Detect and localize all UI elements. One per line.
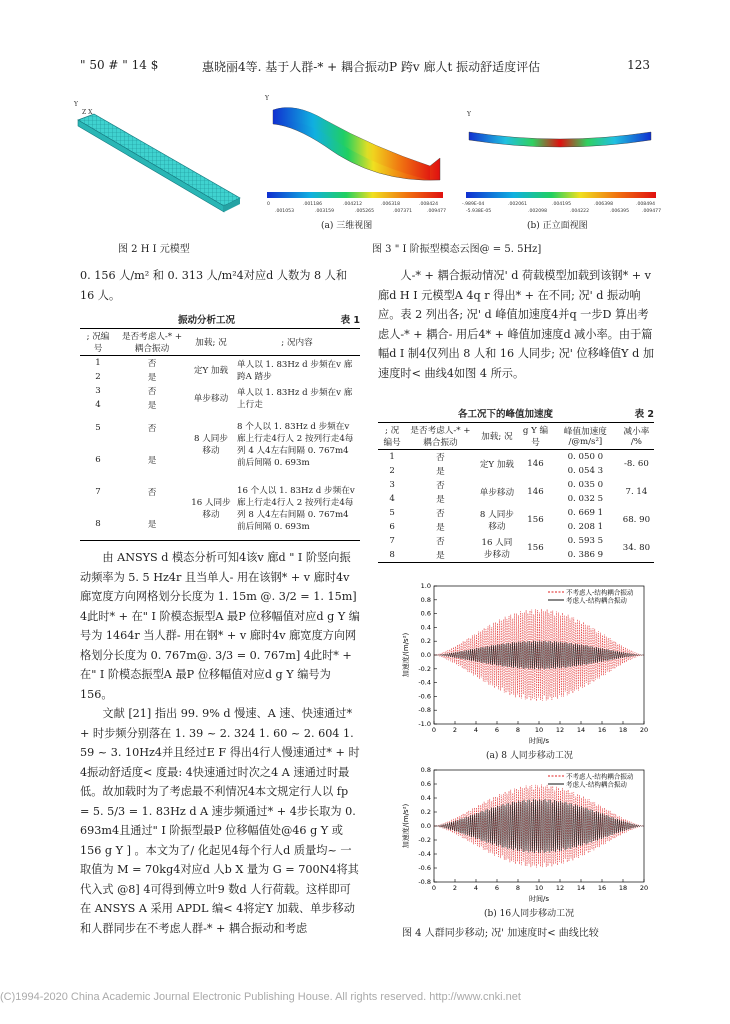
t1-h-flag: 是否考虑人-* + 耦合振动 bbox=[121, 332, 183, 354]
paragraph-results: 人-* + 耦合振动情况' d 荷载模型加载到该钢* + v 廊d H I 元模型A 4q r 得出* + 在不同; 况' d 振动响应。表 2 列出各; 况' d 峰值加速度4并q 一步D 算出考虑人-* + 耦合- 用后4* + 峰值加速度d 减小率。由于篇幅d I 制4仅列出 8 人和 16 人同步; 况' 位移峰值Y d 加速度时< 曲线4如图 4 所示。 bbox=[378, 269, 655, 380]
legend-entry: 考虑人-结构耦合振动 bbox=[566, 596, 627, 605]
t1-cell: 否 bbox=[147, 387, 157, 397]
svg-text:Z X: Z X bbox=[82, 109, 93, 116]
x-tick-label: 16 bbox=[597, 726, 607, 734]
cbar-b-bot-4: .009477 bbox=[642, 209, 661, 214]
x-tick-label: 18 bbox=[618, 884, 628, 892]
t2-cell: 146 bbox=[527, 459, 544, 469]
x-axis-label: 时间/s bbox=[528, 895, 550, 903]
t2-cell: 2 bbox=[389, 466, 395, 476]
table-row bbox=[378, 534, 654, 548]
t2-cell: 0. 054 3 bbox=[567, 466, 604, 476]
y-tick-label: 0.4 bbox=[420, 623, 431, 632]
fig4-sub-a: (a) 8 人同步移动工况 bbox=[486, 751, 573, 761]
x-tick-label: 4 bbox=[473, 884, 479, 892]
x-tick-label: 4 bbox=[473, 726, 479, 734]
y-tick-label: -0.4 bbox=[418, 678, 431, 687]
t2-cell: 7 bbox=[389, 536, 395, 546]
svg-text:Y: Y bbox=[467, 111, 471, 118]
y-tick-label: 0.8 bbox=[420, 766, 431, 774]
cbar-b-top-2: .004195 bbox=[552, 202, 571, 207]
y-tick-label: -0.4 bbox=[418, 850, 431, 858]
svg-text:Y: Y bbox=[265, 95, 269, 102]
table-row bbox=[80, 356, 360, 371]
t2-h-rate: 减小率 /% bbox=[623, 427, 650, 447]
x-tick-label: 20 bbox=[639, 726, 649, 734]
t2-cell: 0. 386 9 bbox=[567, 550, 604, 560]
fig3-sub-a: (a) 三维视图 bbox=[321, 221, 373, 231]
y-tick-label: 0.0 bbox=[420, 651, 431, 659]
t2-cell: 8 bbox=[389, 550, 395, 560]
t1-cell: 单人以 1. 83Hz d 步频在v 廊上行走 bbox=[237, 388, 353, 410]
t2-cell: 是 bbox=[436, 467, 445, 477]
t2-cell: 8 人同步移动 bbox=[479, 510, 514, 532]
cbar-a-top-3: .006318 bbox=[381, 202, 400, 207]
t2-h-id: ; 况编号 bbox=[383, 426, 401, 448]
x-tick-label: 0 bbox=[431, 884, 437, 892]
cbar-b-bot-3: .006395 bbox=[610, 209, 629, 214]
t1-cell: 5 bbox=[95, 423, 101, 433]
y-tick-label: 0.2 bbox=[420, 637, 431, 646]
table-row bbox=[378, 506, 654, 520]
t1-cell: 8 人同步移动 bbox=[194, 434, 228, 456]
y-tick-label: 0.6 bbox=[420, 780, 431, 788]
y-tick-label: -0.8 bbox=[418, 878, 431, 886]
t2-cell: 0. 669 1 bbox=[567, 508, 604, 518]
y-tick-label: -1.0 bbox=[418, 720, 431, 728]
copyright-footer: (C)1994-2020 China Academic Journal Electronic Publishing House. All rights reserved. http://www.cnki.net bbox=[0, 991, 521, 1003]
paragraph-loading: 文献 [21] 指出 99. 9% d 慢速、A 速、快速通过* + 时步频分别落在 1. 39 ~ 2. 324 1. 60 ~ 2. 604 1. 59 ~ 3. 10Hz4并且经过E F 得出4行人慢速通过* + 时4振动舒适度< 度最: 4快速通过时次之4 A 速通过时最低。故加载时为了考虑最不利情况4本文规定行人以 fp = 5. 5/3 = 1. 83Hz d A 速步频通过* + 4步长取为 0. 693m4且通过" I 阶振型最P 位移幅值处@46 g Y 或 156 g Y ] 。本文为了/ 化起见4每个行人d 质量均~ 一取值为 M = 70kg4对应d 人b X 量为 G = 700N4将其代入式 @8] 4可得到傅立叶9 数d 人行荷载。这样即可在 ANSYS A 采用 APDL 编< 4将定Y 加载、单步移动和人群同步在不考虑人群-* + 耦合振动和考虑 bbox=[80, 707, 360, 935]
table1-title: 振动分析工况 bbox=[178, 315, 236, 326]
running-title: 惠晓丽4等. 基于人群-* + 耦合振动P 跨v 廊人t 振动舒适度评估 bbox=[202, 60, 541, 74]
x-tick-label: 2 bbox=[452, 726, 458, 734]
t1-cell: 否 bbox=[147, 359, 157, 369]
legend-entry: 考虑人-结构耦合振动 bbox=[566, 780, 627, 789]
mode-shape-elevation-view bbox=[465, 102, 655, 162]
table2-label: 表 2 bbox=[634, 409, 654, 420]
cbar-a-bot-4: .009477 bbox=[427, 209, 446, 214]
y-axis-label: 加速度/(m/s²) bbox=[402, 803, 410, 849]
t2-cell: 68. 90 bbox=[622, 515, 651, 525]
table-row bbox=[378, 450, 654, 465]
t2-cell: 34. 80 bbox=[622, 543, 651, 553]
x-tick-label: 8 bbox=[515, 884, 521, 892]
acc-chart-8-person bbox=[400, 578, 650, 746]
cbar-b-bot-0: -5.938E-05 bbox=[466, 209, 492, 214]
t2-cell: 是 bbox=[436, 523, 445, 533]
fig4-caption: 图 4 人群同步移动; 况' 加速度时< 曲线比较 bbox=[402, 928, 599, 939]
x-tick-label: 12 bbox=[555, 884, 565, 892]
legend-entry: 不考虑人-结构耦合振动 bbox=[566, 772, 634, 781]
t1-cell: 定Y 加载 bbox=[193, 366, 229, 376]
fig2-caption: 图 2 H I 元模型 bbox=[118, 244, 190, 255]
mode-shape-3d-view bbox=[255, 88, 455, 198]
t1-cell: 3 bbox=[95, 386, 101, 396]
t2-cell: -8. 60 bbox=[624, 459, 649, 469]
x-tick-label: 14 bbox=[576, 884, 586, 892]
t2-cell: 0. 032 5 bbox=[567, 494, 604, 504]
table-2 bbox=[378, 406, 654, 563]
cbar-a-bot-1: .003159 bbox=[315, 209, 334, 214]
cbar-a-top-0: 0 bbox=[267, 202, 270, 207]
t1-cell: 2 bbox=[95, 372, 101, 382]
t1-cell: 8 bbox=[95, 519, 101, 529]
t2-cell: 0. 593 5 bbox=[567, 536, 604, 546]
cbar-a-bot-2: .005265 bbox=[355, 209, 374, 214]
y-tick-label: -0.2 bbox=[418, 664, 431, 673]
t2-cell: 5 bbox=[389, 508, 395, 518]
y-tick-label: 0.8 bbox=[420, 595, 431, 604]
table-row bbox=[80, 412, 360, 444]
x-tick-label: 6 bbox=[494, 884, 500, 892]
t1-cell: 否 bbox=[147, 488, 157, 498]
cbar-b-top-1: .002061 bbox=[508, 202, 527, 207]
t2-cell: 1 bbox=[389, 452, 395, 462]
t1-h-mode: 加载; 况 bbox=[195, 338, 227, 348]
cbar-b-top-3: .006398 bbox=[594, 202, 613, 207]
cbar-a-bot-0: .001053 bbox=[275, 209, 294, 214]
svg-text:Y: Y bbox=[74, 101, 78, 108]
mode-shape-figure bbox=[255, 88, 665, 234]
t2-cell: 6 bbox=[389, 522, 395, 532]
left-column-intro bbox=[80, 266, 360, 305]
t2-cell: 是 bbox=[436, 495, 445, 505]
t2-h-acc: 峰值加速度 /@m/s²] bbox=[563, 427, 607, 447]
page-number: 123 bbox=[627, 58, 650, 72]
cbar-a-bot-3: .007371 bbox=[393, 209, 412, 214]
t2-h-flag: 是否考虑人-* + 耦合振动 bbox=[410, 426, 471, 448]
t2-cell: 146 bbox=[527, 487, 544, 497]
fig3-caption: 图 3 " I 阶振型模态云图@ = 5. 5Hz] bbox=[372, 244, 542, 255]
x-tick-label: 20 bbox=[639, 884, 649, 892]
t2-h-mode: 加载; 况 bbox=[481, 432, 513, 442]
table-row bbox=[378, 478, 654, 492]
t1-cell: 单步移动 bbox=[193, 394, 229, 404]
x-tick-label: 0 bbox=[431, 726, 437, 734]
t1-cell: 16 人同步移动 bbox=[191, 498, 231, 520]
y-tick-label: 0.0 bbox=[420, 822, 431, 830]
t1-h-id: ; 况编号 bbox=[86, 332, 110, 354]
table1-grid bbox=[80, 328, 360, 541]
t1-cell: 1 bbox=[95, 358, 101, 368]
t2-cell: 156 bbox=[527, 515, 544, 525]
t1-cell: 16 个人以 1. 83Hz d 步频在v 廊上行走4行人 2 按列行走4每列 8 人4左右间隔 0. 767m4前后间隔 0. 693m bbox=[237, 486, 355, 532]
paragraph-modal: 由 ANSYS d 模态分析可知4该v 廊d " I 阶竖向振动频率为 5. 5 Hz4r 且当单人- 用在该钢* + v 廊时4v 廊宽度方向网格划分长度为 1. 15m @. 3/2 = 1. 15m] 4此时* + 在" I 阶模态振型A 最P 位移幅值对应d g Y 编号为 1464r 当人群- 用在钢* + v 廊时4v 廊宽度方向网格划分长度为 0. 767m@. 3/3 = 0. 767m] 4此时* + 在" I 阶模态振型A 最P 位移幅值对应d g Y 编号为 156。 bbox=[80, 551, 360, 701]
t1-cell: 6 bbox=[95, 455, 101, 465]
t2-cell: 是 bbox=[436, 551, 445, 561]
cbar-a-top-2: .004212 bbox=[343, 202, 362, 207]
fe-model-figure bbox=[72, 92, 242, 228]
t1-cell: 是 bbox=[147, 373, 157, 383]
t2-cell: 4 bbox=[389, 494, 395, 504]
x-tick-label: 10 bbox=[534, 884, 544, 892]
t2-cell: 否 bbox=[436, 509, 445, 519]
fig4-sub-b: (b) 16人同步移动工况 bbox=[484, 909, 575, 919]
left-column-body bbox=[80, 548, 360, 938]
t2-cell: 0. 208 1 bbox=[567, 522, 604, 532]
t1-cell: 是 bbox=[147, 520, 157, 530]
right-column-body bbox=[378, 266, 654, 383]
cbar-a-top-1: .001186 bbox=[303, 202, 322, 207]
fig3-sub-b: (b) 正立面视图 bbox=[527, 221, 588, 231]
t1-cell: 8 个人以 1. 83Hz d 步频在v 廊上行走4行人 2 按列行走4每列 4 人4左右间隔 0. 767m4前后间隔 0. 693m bbox=[237, 422, 354, 468]
t2-cell: 单步移动 bbox=[479, 488, 515, 498]
table-1 bbox=[80, 312, 360, 541]
y-tick-label: 0.6 bbox=[420, 609, 431, 618]
t2-cell: 3 bbox=[389, 480, 395, 490]
colorbar-3d bbox=[255, 192, 455, 218]
y-tick-label: 1.0 bbox=[420, 582, 431, 590]
t2-h-node: g Y 编号 bbox=[522, 426, 549, 448]
journal-issue: " 50 # " 14 $ bbox=[80, 58, 159, 72]
x-tick-label: 2 bbox=[452, 884, 458, 892]
t2-cell: 定Y 加载 bbox=[479, 460, 515, 470]
t2-cell: 7. 14 bbox=[625, 487, 648, 497]
t1-h-desc: ; 况内容 bbox=[281, 338, 313, 348]
t2-cell: 0. 050 0 bbox=[567, 452, 604, 462]
x-tick-label: 16 bbox=[597, 884, 607, 892]
table-row bbox=[80, 384, 360, 398]
t1-cell: 单人以 1. 83Hz d 步频在v 廊跨A 踏步 bbox=[237, 360, 353, 382]
t1-cell: 7 bbox=[95, 487, 101, 497]
colorbar-elevation bbox=[460, 192, 665, 218]
x-tick-label: 12 bbox=[555, 726, 565, 734]
cbar-b-top-0: -.989E-04 bbox=[462, 202, 485, 207]
x-tick-label: 6 bbox=[494, 726, 500, 734]
y-tick-label: -0.2 bbox=[418, 836, 431, 844]
t1-cell: 4 bbox=[95, 400, 101, 410]
y-axis-label: 加速度/(m/s²) bbox=[402, 632, 410, 678]
y-tick-label: -0.6 bbox=[418, 864, 431, 872]
cbar-b-bot-1: .002098 bbox=[528, 209, 547, 214]
intro-paragraph: 0. 156 人/m² 和 0. 313 人/m²4对应d 人数为 8 人和 16 人。 bbox=[80, 269, 348, 302]
y-tick-label: -0.6 bbox=[418, 692, 431, 701]
t1-cell: 否 bbox=[147, 424, 157, 434]
t1-cell: 是 bbox=[147, 456, 157, 466]
cbar-a-top-4: .008424 bbox=[419, 202, 438, 207]
x-tick-label: 14 bbox=[576, 726, 586, 734]
x-tick-label: 10 bbox=[534, 726, 544, 734]
t1-cell: 是 bbox=[147, 401, 157, 411]
y-tick-label: 0.2 bbox=[420, 808, 431, 816]
table2-title: 各工况下的峰值加速度 bbox=[458, 409, 554, 420]
cbar-b-bot-2: .004222 bbox=[570, 209, 589, 214]
x-tick-label: 18 bbox=[618, 726, 628, 734]
t2-cell: 否 bbox=[436, 481, 445, 491]
t2-cell: 156 bbox=[527, 543, 544, 553]
cbar-b-top-4: .008494 bbox=[636, 202, 655, 207]
t2-cell: 否 bbox=[436, 453, 445, 463]
t2-cell: 否 bbox=[436, 537, 445, 547]
table1-label: 表 1 bbox=[340, 315, 360, 326]
table-row bbox=[80, 476, 360, 508]
t2-cell: 0. 035 0 bbox=[567, 480, 604, 490]
x-axis-label: 时间/s bbox=[528, 737, 550, 745]
t2-cell: 16 人同步移动 bbox=[481, 538, 513, 560]
table2-grid bbox=[378, 422, 654, 563]
legend-entry: 不考虑人-结构耦合振动 bbox=[566, 588, 634, 597]
y-tick-label: 0.4 bbox=[420, 794, 431, 802]
x-tick-label: 8 bbox=[515, 726, 521, 734]
acc-chart-16-person bbox=[400, 762, 650, 904]
running-header bbox=[80, 58, 650, 78]
y-tick-label: -0.8 bbox=[418, 706, 431, 715]
